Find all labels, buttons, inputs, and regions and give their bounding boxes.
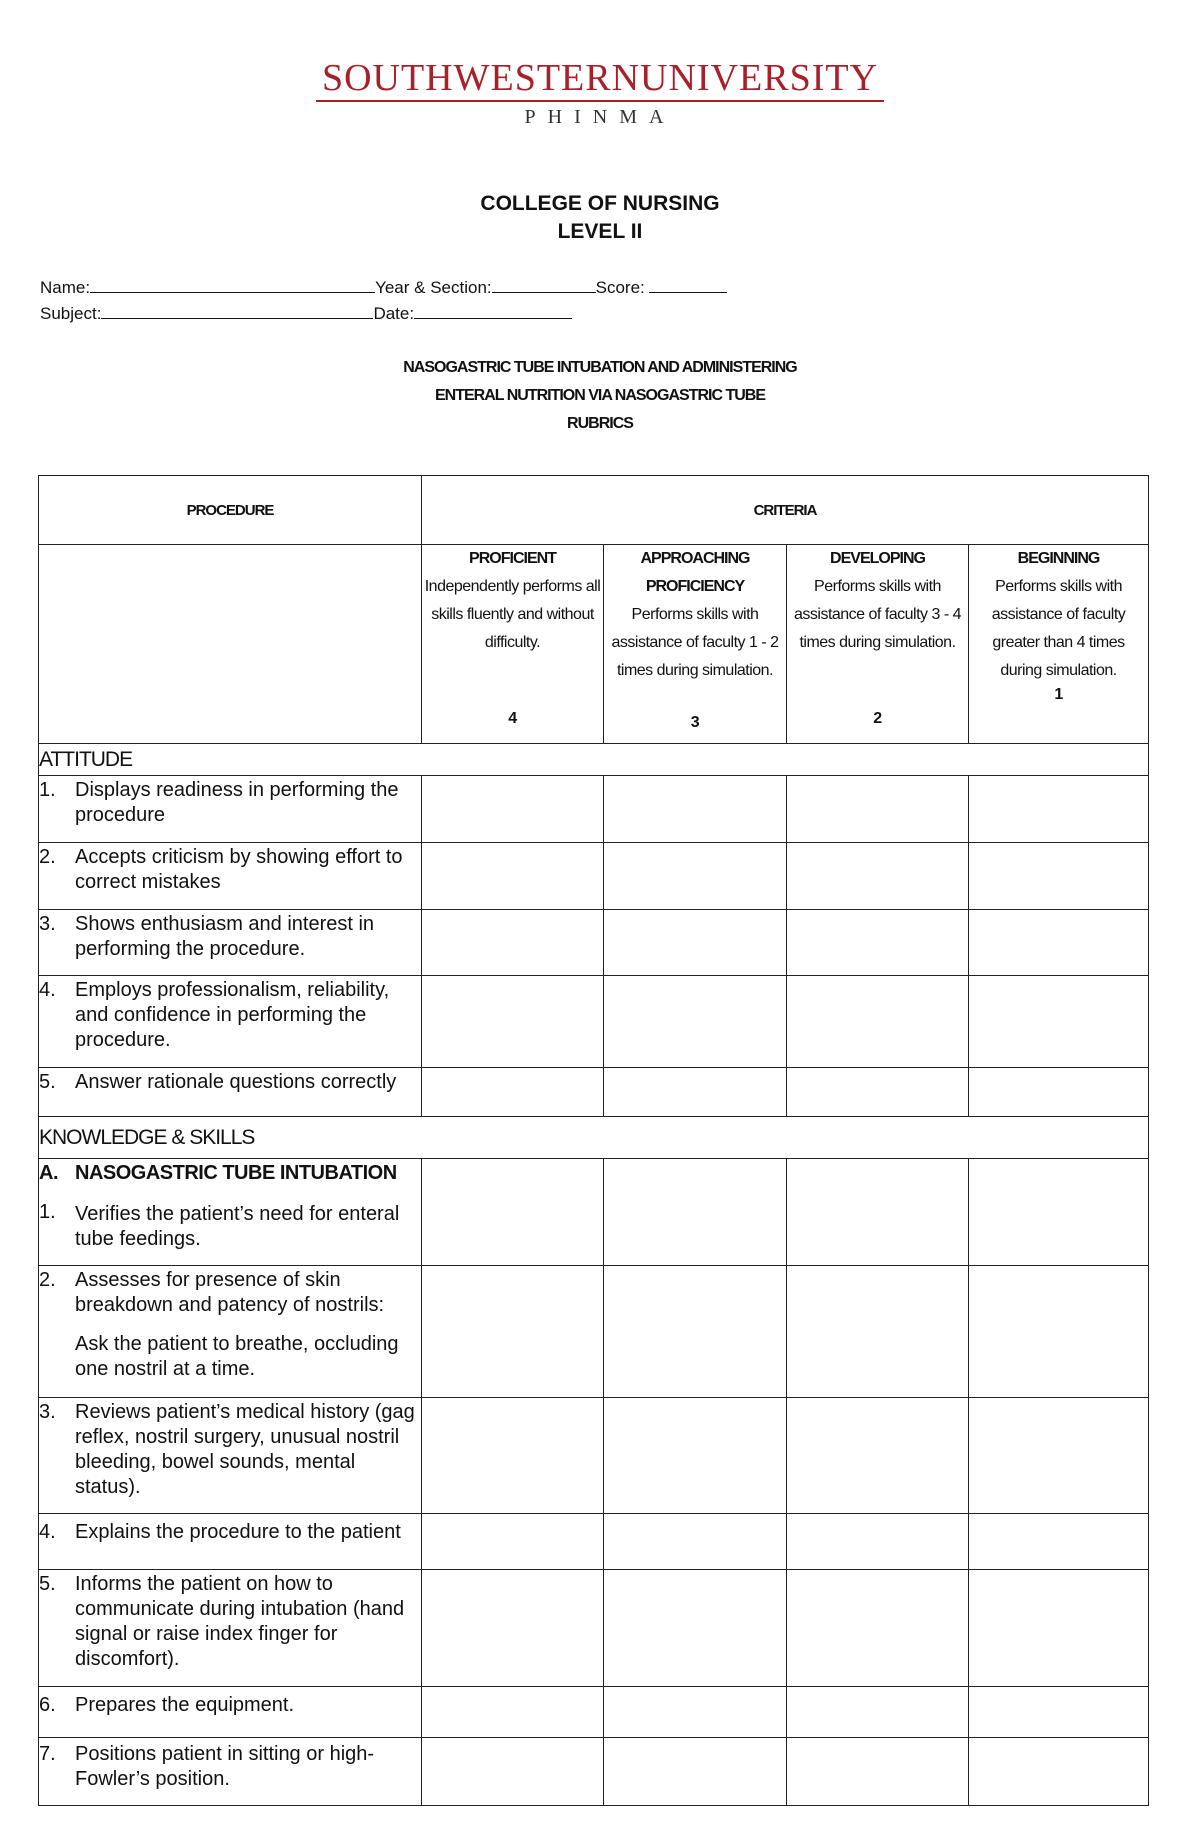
procedure-item [39,1570,422,1687]
score-cell-2[interactable] [787,1687,969,1738]
subject-field[interactable] [101,302,373,319]
score-cell-2[interactable] [787,1514,969,1570]
section-a-title: NASOGASTRIC TUBE INTUBATION [75,1162,397,1184]
info-line-1 [40,276,727,299]
procedure-item [39,976,422,1068]
item-number: 5. [39,1573,56,1595]
procedure-item [39,1266,422,1398]
item-text: Accepts criticism by showing effort to correct mistakes [75,846,403,893]
item-number: 3. [39,913,56,935]
logo-wordmark: SOUTHWESTERNUNIVERSITY [316,56,884,102]
procedure-header: PROCEDURE [39,476,422,545]
item-text: Displays readiness in performing the procedure [75,779,399,826]
criteria-score: 3 [690,714,700,731]
criteria-header: CRITERIA [422,476,1149,545]
procedure-item [39,1687,422,1738]
procedure-item [39,1068,422,1117]
score-cell-1[interactable] [969,1738,1149,1806]
attitude-section-row [39,744,1149,776]
rubric-table [38,475,1149,1806]
year-section-field[interactable] [492,276,596,293]
criteria-developing [787,545,969,744]
item-text: Answer rationale questions correctly [75,1071,397,1093]
score-cell-1[interactable] [969,776,1149,843]
rubric-title-line-2: ENTERAL NUTRITION VIA NASOGASTRIC TUBE [434,387,765,404]
item-text: Positions patient in sitting or high-Fowler’s position. [75,1743,375,1790]
name-field[interactable] [90,276,375,293]
item-text: Prepares the equipment. [75,1694,295,1716]
score-cell-3[interactable] [604,1687,787,1738]
score-field[interactable] [649,276,727,293]
subject-label: Subject: [40,304,102,323]
score-cell-3[interactable] [604,1738,787,1806]
rubric-title-line-1: NASOGASTRIC TUBE INTUBATION AND ADMINISTERING [403,359,797,376]
item-number: 2. [39,846,56,868]
score-cell-3[interactable] [604,1266,787,1398]
item-text: Verifies the patient’s need for enteral tube feedings. [75,1203,400,1250]
table-row [39,976,1149,1068]
date-label: Date: [373,304,415,323]
college-title: COLLEGE OF NURSING [480,192,720,215]
section-a-heading [39,1161,421,1186]
score-cell-3[interactable] [604,776,787,843]
criteria-score: 4 [508,710,517,727]
knowledge-label: KNOWLEDGE & SKILLS [39,1117,1149,1159]
score-cell-2[interactable] [787,1068,969,1117]
item-number: 3. [39,1401,56,1423]
item-text: Employs professionalism, reliability, and confidence in performing the procedure. [75,979,390,1051]
score-cell-3[interactable] [604,1570,787,1687]
attitude-label: ATTITUDE [39,744,1149,776]
score-cell-4[interactable] [422,976,604,1068]
table-row [39,776,1149,843]
item-number: 4. [39,979,56,1001]
table-row [39,1514,1149,1570]
item-body [39,1200,421,1252]
table-header-row [39,476,1149,545]
table-row [39,910,1149,976]
score-cell-1[interactable] [969,910,1149,976]
date-field[interactable] [414,302,572,319]
score-cell-2[interactable] [787,1570,969,1687]
procedure-item [39,843,422,910]
procedure-item [39,1738,422,1806]
criteria-beginning [969,545,1149,744]
rubric-title-line-3: RUBRICS [567,415,633,432]
score-cell-4[interactable] [422,1398,604,1514]
score-cell-4[interactable] [422,776,604,843]
score-cell-2[interactable] [787,1398,969,1514]
info-line-2 [40,302,572,325]
criteria-score: 2 [873,710,882,727]
section-a-letter: A. [39,1162,58,1184]
score-cell-1[interactable] [969,1068,1149,1117]
score-cell-1[interactable] [969,1266,1149,1398]
item-number: 7. [39,1743,56,1765]
criteria-desc: Independently performs all skills fluently and without difficulty. [424,578,601,651]
criteria-blank-cell [39,545,422,744]
table-row [39,1159,1149,1266]
score-cell-2[interactable] [787,1266,969,1398]
item-number: 1. [39,779,56,801]
criteria-title: DEVELOPING [830,550,925,567]
score-cell-1[interactable] [969,1687,1149,1738]
item-number: 5. [39,1071,56,1093]
item-number: 4. [39,1521,56,1543]
university-logo [0,56,1200,132]
score-cell-4[interactable] [422,843,604,910]
score-cell-3[interactable] [604,843,787,910]
item-text: Reviews patient’s medical history (gag reflex, nostril surgery, unusual nostril bleeding, bowel sounds, mental status). [75,1401,415,1498]
score-cell-3[interactable] [604,976,787,1068]
score-cell-2[interactable] [787,976,969,1068]
criteria-desc: Performs skills with assistance of faculty greater than 4 times during simulation. [991,578,1126,679]
score-cell-1[interactable] [969,1159,1149,1266]
item-text: Informs the patient on how to communicate during intubation (hand signal or raise index finger for discomfort). [75,1573,405,1670]
item-text: Assesses for presence of skin breakdown and patency of nostrils: [75,1269,385,1316]
score-cell-1[interactable] [969,843,1149,910]
item-number: 1. [39,1201,56,1223]
procedure-item [39,1159,422,1266]
score-cell-3[interactable] [604,910,787,976]
score-cell-1[interactable] [969,976,1149,1068]
item-number: 6. [39,1694,56,1716]
score-cell-1[interactable] [969,1570,1149,1687]
score-cell-2[interactable] [787,843,969,910]
score-cell-4[interactable] [422,1514,604,1570]
score-cell-4[interactable] [422,1570,604,1687]
year-section-label: Year & Section: [375,278,492,297]
procedure-item [39,1398,422,1514]
criteria-title: PROFICIENT [469,550,556,567]
table-row [39,1398,1149,1514]
criteria-title: APPROACHING PROFICIENCY [640,550,750,595]
item-text: Explains the procedure to the patient [75,1521,401,1543]
name-label: Name: [40,278,91,297]
procedure-item [39,1514,422,1570]
score-cell-4[interactable] [422,1159,604,1266]
criteria-desc: Performs skills with assistance of faculty 3 - 4 times during simulation. [793,578,962,651]
score-cell-3[interactable] [604,1514,787,1570]
score-cell-4[interactable] [422,910,604,976]
table-row [39,1570,1149,1687]
item-text: Shows enthusiasm and interest in performing the procedure. [75,913,375,960]
score-cell-3[interactable] [604,1068,787,1117]
table-row [39,1068,1149,1117]
score-cell-1[interactable] [969,1514,1149,1570]
score-cell-2[interactable] [787,910,969,976]
criteria-title: BEGINNING [1017,550,1100,567]
score-label: Score: [595,278,645,297]
criteria-row [39,545,1149,744]
item-subtext: Ask the patient to breathe, occluding one nostril at a time. [75,1333,399,1380]
score-cell-2[interactable] [787,776,969,843]
table-row [39,1266,1149,1398]
procedure-item [39,776,422,843]
item-number: 2. [39,1269,56,1291]
score-cell-4[interactable] [422,1687,604,1738]
criteria-desc: Performs skills with assistance of faculty 1 - 2 times during simulation. [611,606,779,679]
score-cell-4[interactable] [422,1266,604,1398]
score-cell-4[interactable] [422,1068,604,1117]
table-row [39,1738,1149,1806]
score-cell-3[interactable] [604,1159,787,1266]
table-row [39,843,1149,910]
score-cell-2[interactable] [787,1738,969,1806]
level-title: LEVEL II [557,220,643,243]
table-row [39,1687,1149,1738]
knowledge-section-row [39,1117,1149,1159]
logo-subtitle: PHINMA [524,106,676,128]
criteria-score: 1 [1054,686,1063,703]
criteria-proficient [422,545,604,744]
criteria-approaching [604,545,787,744]
score-cell-1[interactable] [969,1398,1149,1514]
score-cell-3[interactable] [604,1398,787,1514]
score-cell-4[interactable] [422,1738,604,1806]
score-cell-2[interactable] [787,1159,969,1266]
procedure-item [39,910,422,976]
